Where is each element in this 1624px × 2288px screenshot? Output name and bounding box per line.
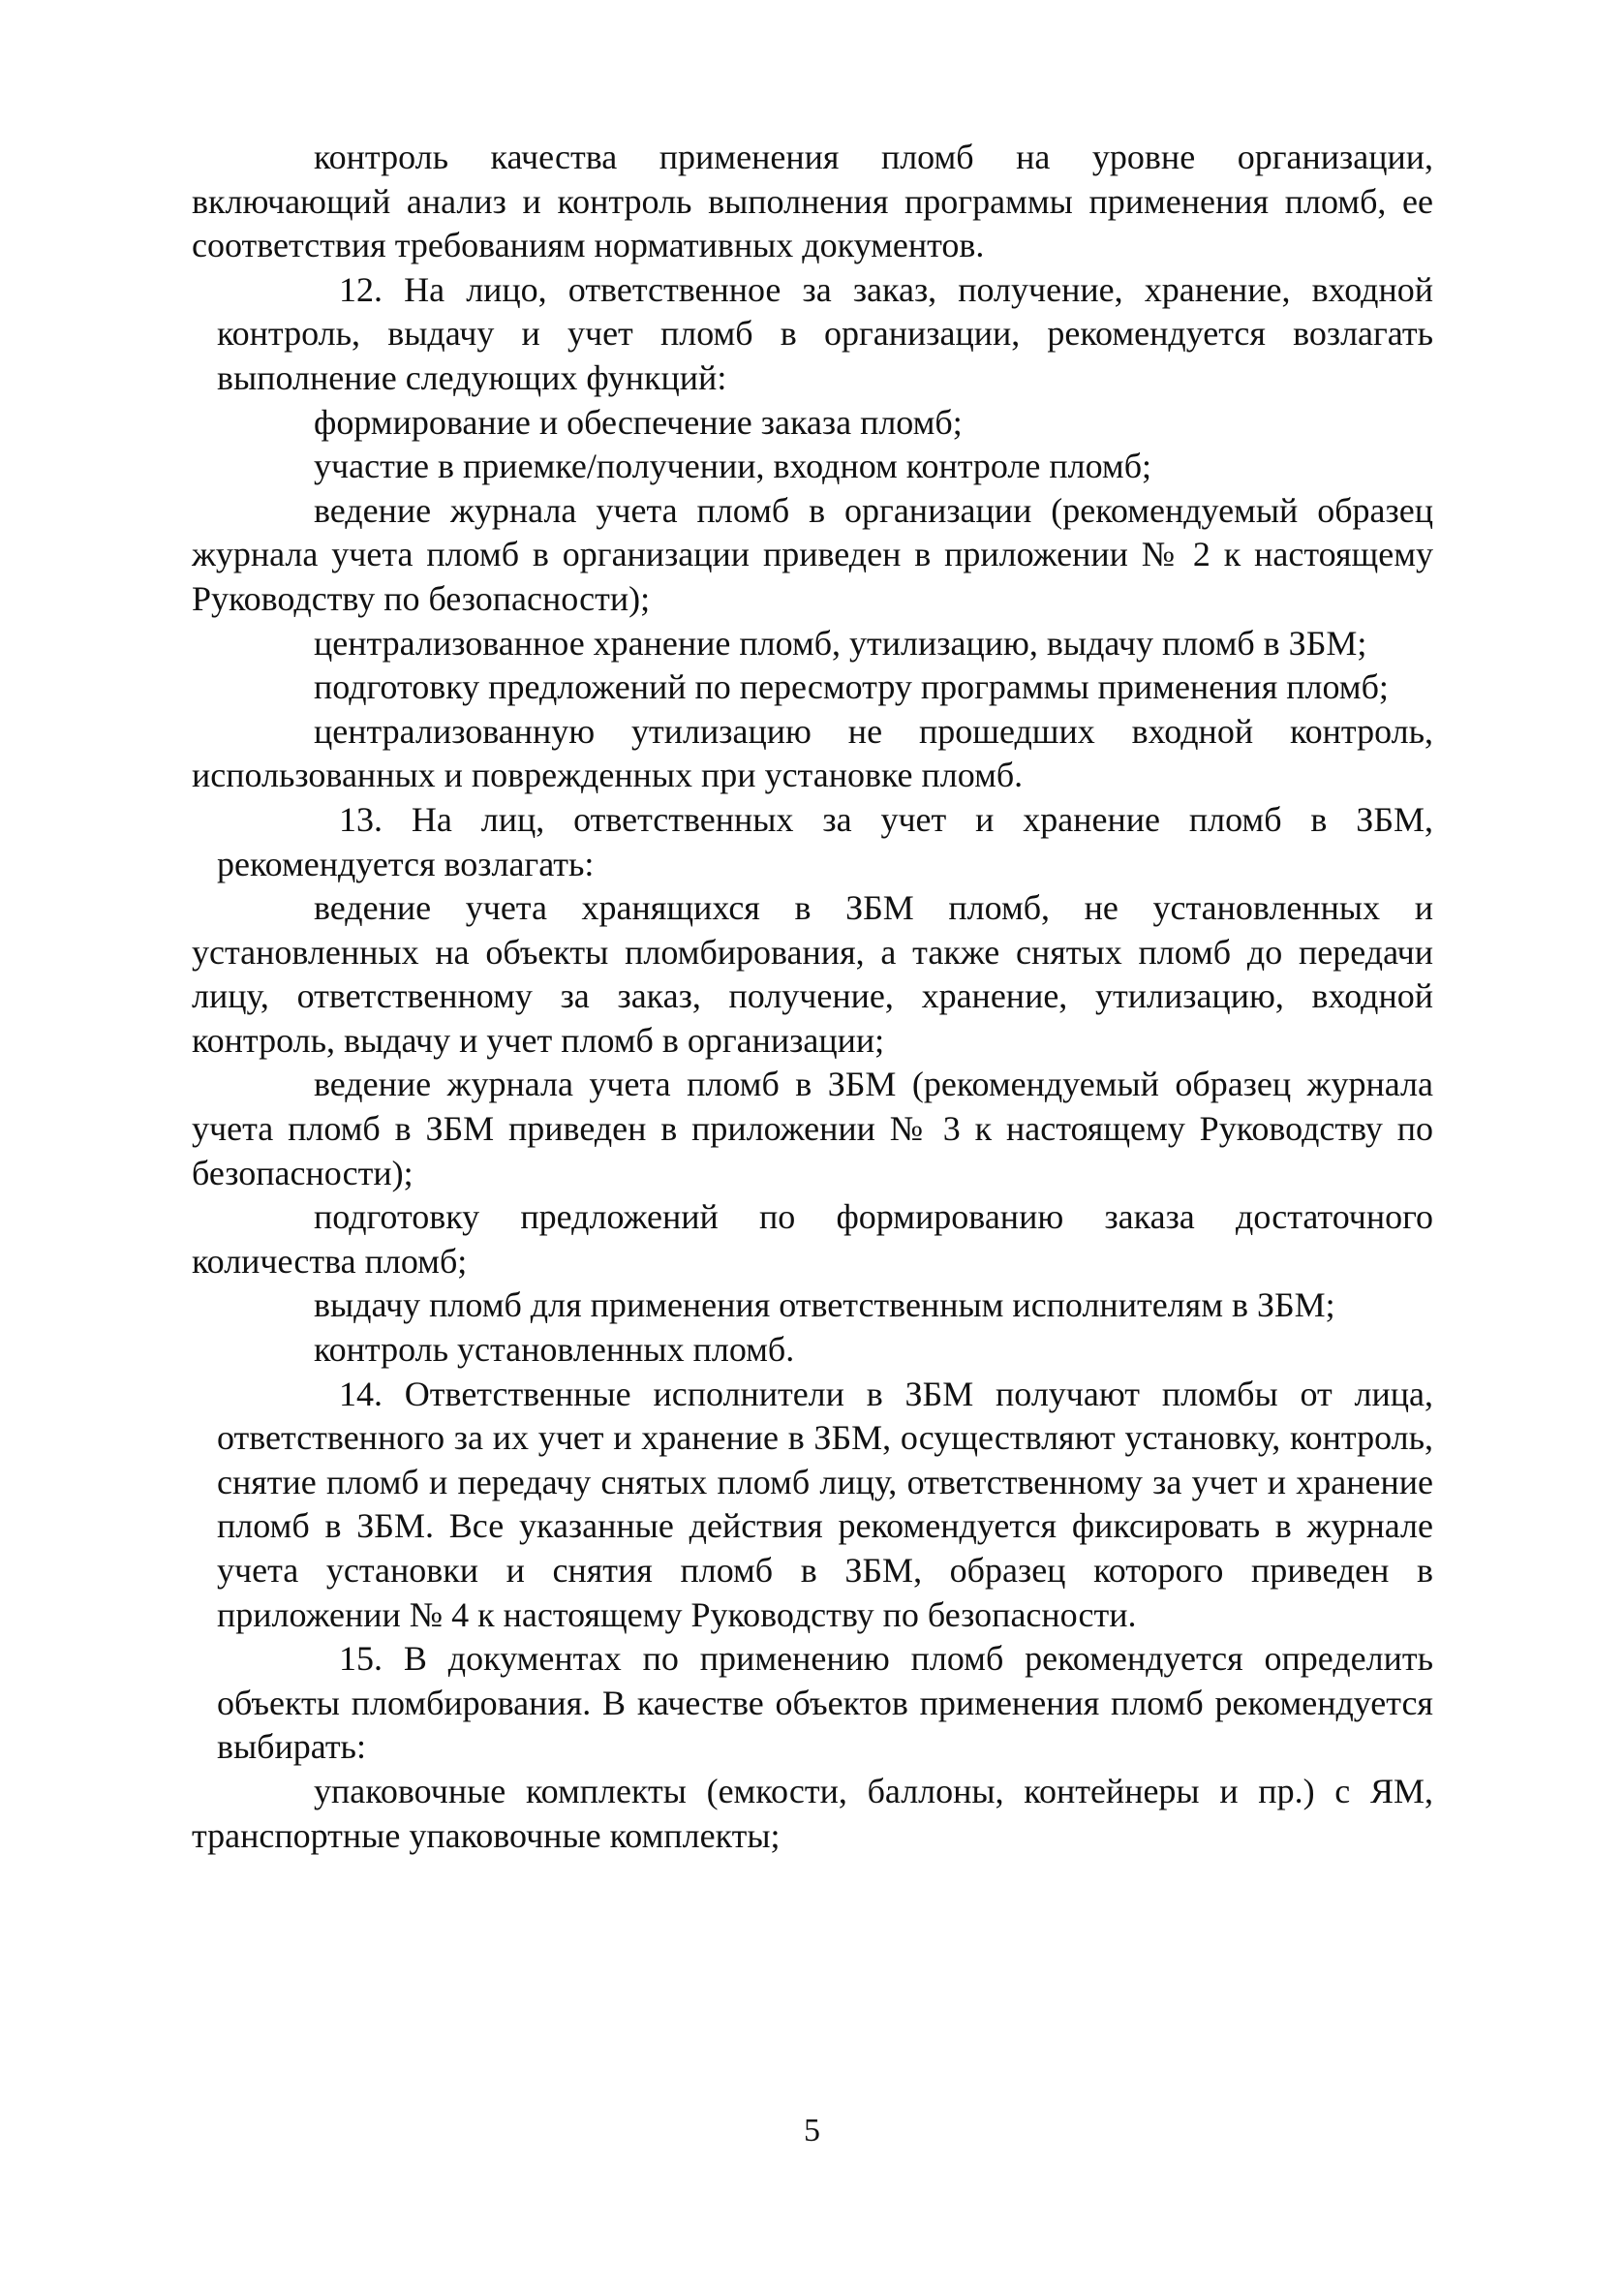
body-text: [192, 136, 1433, 1858]
paragraph-item-13: 13. На лиц, ответственных за учет и хранение пломб в ЗБМ, рекомендуется возлагать:: [217, 799, 1433, 883]
paragraph-item-12: 12. На лицо, ответственное за заказ, получение, хранение, входной контроль, выдачу и учет пломб в организации, рекомендуется возлагать выполнение следующих функций:: [217, 269, 1433, 397]
paragraph-order-formation: формирование и обеспечение заказа пломб;: [314, 402, 963, 442]
paragraph-issue-seals: выдачу пломб для применения ответственным исполнителям в ЗБМ;: [314, 1285, 1335, 1325]
paragraph-program-revision: подготовку предложений по пересмотру программы применения пломб;: [314, 667, 1389, 707]
paragraph-installed-control: контроль установленных пломб.: [314, 1330, 795, 1370]
paragraph-central-storage: централизованное хранение пломб, утилизацию, выдачу пломб в ЗБМ;: [314, 623, 1367, 663]
paragraph-journal-organization: ведение журнала учета пломб в организации (рекомендуемый образец журнала учета пломб в организации приведен в приложении № 2 к настоящему Руководству по безопасности);: [192, 490, 1433, 618]
paragraph-packaging-sets: упаковочные комплекты (емкости, баллоны, контейнеры и пр.) с ЯМ, транспортные упаковочные комплекты;: [192, 1771, 1433, 1855]
paragraph-central-disposal: централизованную утилизацию не прошедших входной контроль, использованных и поврежденных при установке пломб.: [192, 711, 1433, 795]
paragraph-zbm-accounting: ведение учета хранящихся в ЗБМ пломб, не установленных и установленных на объекты пломбирования, а также снятых пломб до передачи лицу, ответственному за заказ, получение, хранение, утилизацию, входной контроль, выдачу и учет пломб в организации;: [192, 888, 1433, 1060]
paragraph-order-proposals: подготовку предложений по формированию заказа достаточного количества пломб;: [192, 1197, 1433, 1281]
paragraph-quality-control: контроль качества применения пломб на уровне организации, включающий анализ и контроль выполнения программы применения пломб, ее соответствия требованиям нормативных документов.: [192, 138, 1433, 265]
paragraph-item-15: 15. В документах по применению пломб рекомендуется определить объекты пломбирования. В качестве объектов применения пломб рекомендуется выбирать:: [217, 1639, 1433, 1767]
paragraph-item-14: 14. Ответственные исполнители в ЗБМ получают пломбы от лица, ответственного за их учет и хранение в ЗБМ, осуществляют установку, контроль, снятие пломб и передачу снятых пломб лицу, ответственному за учет и хранение пломб в ЗБМ. Все указанные действия рекомендуется фиксировать в журнале учета установки и снятия пломб в ЗБМ, образец которого приведен в приложении № 4 к настоящему Руководству по безопасности.: [217, 1374, 1433, 1634]
paragraph-acceptance: участие в приемке/получении, входном контроле пломб;: [314, 447, 1152, 486]
paragraph-journal-zbm: ведение журнала учета пломб в ЗБМ (рекомендуемый образец журнала учета пломб в ЗБМ приведен в приложении № 3 к настоящему Руководству по безопасности);: [192, 1065, 1433, 1192]
page-number: 5: [804, 2113, 820, 2149]
